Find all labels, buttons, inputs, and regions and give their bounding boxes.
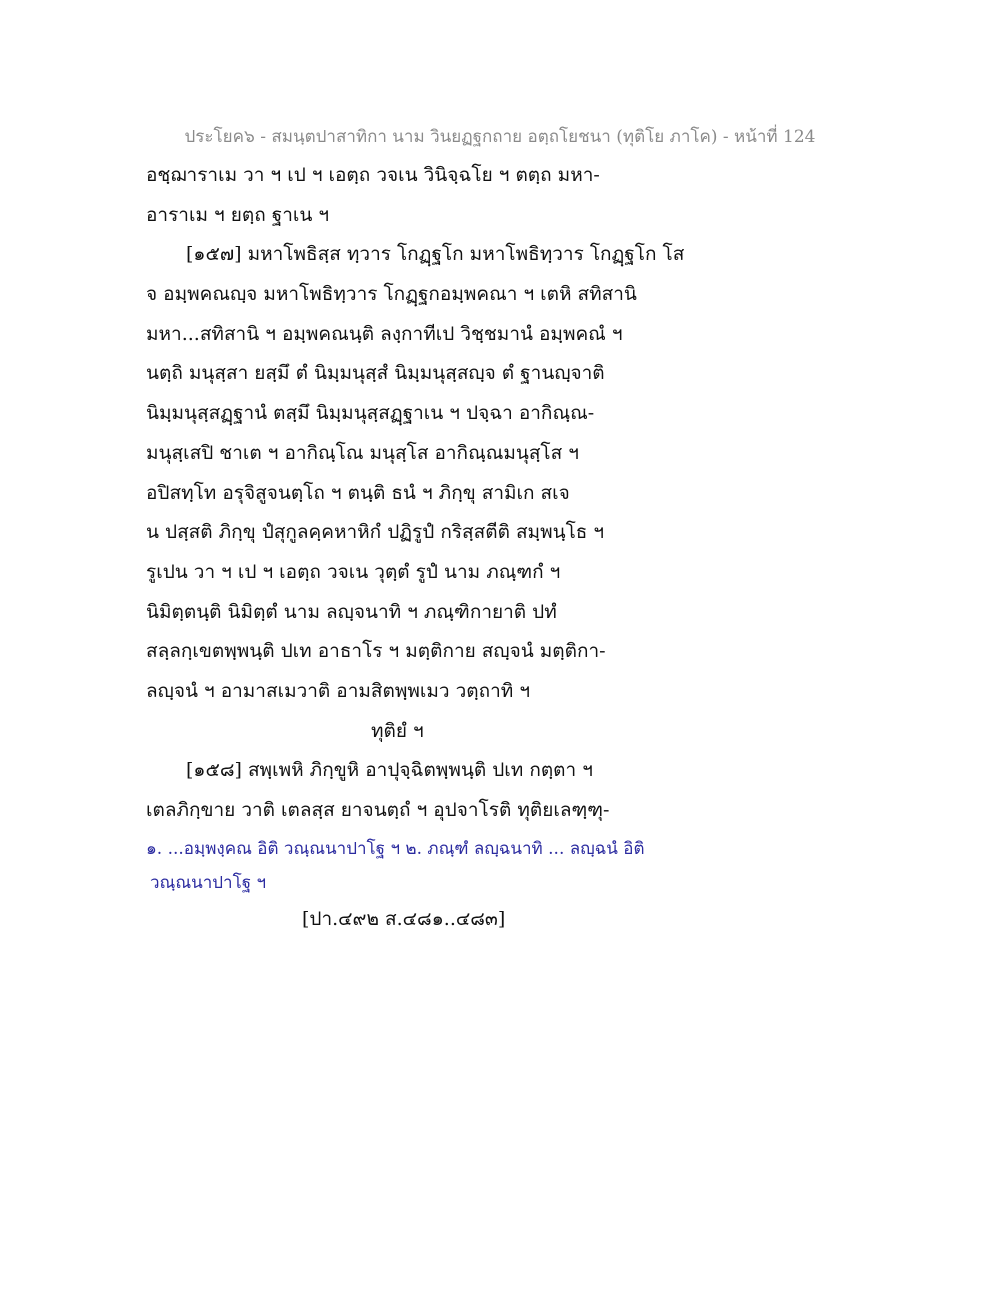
text-line: รูเปน วา ฯ เป ฯ เอตฺถ วจเน วุตฺตํ รูปํ นาม ภณฺฑกํ ฯ	[146, 560, 561, 583]
text-line: น ปสฺสติ ภิกฺขุ ปํสุกูลคฺคหาหิกํ ปฏิรูปํ กริสฺสตีติ สมฺพนฺโธ ฯ	[146, 521, 605, 544]
text-line: อชฺฌาราเม วา ฯ เป ฯ เอตฺถ วจเน วินิจฺฉโย ฯ ตตฺถ มหา-	[146, 164, 600, 186]
text-line: นิมฺมนุสฺสฏฺฐานํ ตสฺมึ นิมฺมนุสฺสฏฺฐาเน ฯ ปจฺฉา อากิณฺณ-	[146, 402, 595, 425]
page-reference: [ปา.๔๙๒ ส.๔๘๑..๔๘๓]	[302, 908, 506, 930]
text-line: นตฺถิ มนุสฺสา ยสฺมึ ตํ นิมฺมนุสฺสํ นิมฺมนุสฺสญฺจ ตํ ฐานญฺจาติ	[146, 362, 605, 385]
footnote-line: วณฺณนาปาโฐ ฯ	[150, 873, 267, 893]
text-line: จ อมฺพคณญฺจ มหาโพธิทฺวาร โกฏฺฐกอมฺพคณา ฯ เตหิ สทิสานิ	[146, 283, 637, 306]
text-line: เตลภิกฺขาย วาติ เตลสฺส ยาจนตฺถํ ฯ อุปจาโรติ ทุติยเลฑฺฑุ-	[146, 799, 610, 821]
text-line: อปิสทฺโท อรุจิสูจนตฺโถ ฯ ตนฺติ ธนํ ฯ ภิกฺขุ สามิเก สเจ	[146, 481, 570, 504]
text-line: ลญฺจนํ ฯ อามาสเมวาติ อามสิตพฺพเมว วตฺถาทิ ฯ	[146, 679, 531, 702]
body-text	[146, 156, 706, 831]
page-header: ประโยค๖ - สมนฺตปาสาทิกา นาม วินยฏฐกถาย อตฺถโยชนา (ทุติโย ภาโค) - หน้าที่ 124	[184, 127, 816, 147]
text-line: มนุสฺเสปิ ชาเต ฯ อากิณฺโณ มนุสฺโส อากิณฺณมนุสฺโส ฯ	[146, 441, 579, 464]
text-line: สลฺลกฺเขตพฺพนฺติ ปเท อาธาโร ฯ มตฺติกาย สญฺจนํ มตฺติกา-	[146, 640, 606, 663]
paragraph-start-157: [๑๕๗] มหาโพธิสฺส ทฺวาร โกฏฺฐโก มหาโพธิทฺวาร โกฏฺฐโก โส	[186, 243, 685, 266]
text-line: มหา...สทิสานิ ฯ อมฺพคณนฺติ ลงฺกาทีเป วิชฺชมานํ อมฺพคณํ ฯ	[146, 322, 623, 345]
footnote-line: ๑. ...อมฺพงฺคณ อิติ วณฺณนาปาโฐ ฯ ๒. ภณฺฑํ ลญฺฉนาทิ ... ลญฺฉนํ อิติ	[146, 839, 645, 859]
section-end-marker: ทุติยํ ฯ	[371, 719, 424, 742]
paragraph-start-158: [๑๕๘] สพฺเพหิ ภิกฺขูหิ อาปุจฺฉิตพฺพนฺติ ปเท กตฺตา ฯ	[186, 759, 593, 782]
text-line: นิมิตฺตนฺติ นิมิตฺตํ นาม ลญฺจนาทิ ฯ ภณฺฑิกายาติ ปทํ	[146, 600, 557, 623]
footnotes	[146, 832, 706, 900]
text-line: อาราเม ฯ ยตฺถ ฐาเน ฯ	[146, 203, 330, 226]
